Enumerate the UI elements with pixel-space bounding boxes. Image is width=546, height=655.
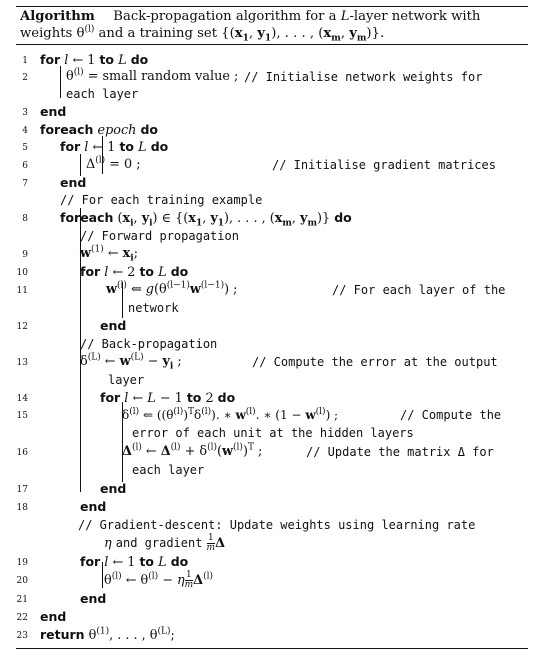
algorithm-title-L: L bbox=[340, 9, 350, 24]
code-line-3: 3 end bbox=[22, 104, 67, 119]
code-line-16: 16 $\Delta^{(l)}$ ← $\Delta^{(l)} + \delta^{(l)}(w^{(l)})^T$ ; // Update the matrix Δ for bbox=[16, 442, 494, 459]
bottom-rule bbox=[16, 648, 528, 649]
code-line-20: 20 $\theta^{(l)}$ ← $\theta^{(l)} - \eta$ $\frac{1}{m}$ $\Delta^{(l)}$ bbox=[16, 570, 214, 590]
comment: // Initialise network weights for bbox=[244, 70, 483, 84]
code-line-9: 9 $w^{(1)}$ ← $x_i$; bbox=[22, 244, 139, 264]
code-line-12: 12 end bbox=[16, 318, 127, 333]
line-number: 1 bbox=[22, 56, 28, 66]
code-line-2: 2 $\theta^{(l)}$ = small random value ; // Initialise network weights for bbox=[22, 67, 483, 84]
code-line-1: 1 for l ← 1 to L do bbox=[16, 51, 528, 69]
code-line-21: 21 end bbox=[16, 591, 107, 606]
top-rule bbox=[16, 6, 528, 7]
code-line-4: 4 foreach epoch do bbox=[22, 122, 159, 138]
header-rule bbox=[16, 44, 528, 45]
algorithm-box: Algorithm Back-propagation algorithm for a L-layer network with weights $\theta^{(l)}$ and a training set {($x_1$, $y_1$), . . . , ($x_m$, $y_m$)}. 1 for l ← 1 to L do 2 $\theta^{(l)}$ = small random value ; // Initialise network weights for each layer 3 end 4 foreach epoch do 5 for l ← 1 to L do 6 $\Delta^{(l)} = 0$ ; // Initialise gradient matrices 7 end // For each training example 8 foreach ($x_i$, $y_i$) ∈ {($x_1$, $y_1$), . . . , ($x_m$, $y_m$)} do // Forward propagation 9 $w^{(1)}$ ← $x_i$; 10 for l ← 2 to L do 11 $w^{(l)}$ ⇐ $g(\theta^{(l-1)}w^{(l-1)})$ ; // For each layer of the network 12 end // Back-propagation 13 $\delta^{(L)}$ ← $w^{(L)} - y_i$ ; // Compute the error at the output layer 14 for l ← L − 1 to 2 do 15 $\delta^{(l)}$ ⇐ $((\theta^{(l)})^T\delta^{(l)})$. ∗ $w^{(l)}$. ∗ $(1 - w^{(l)})$ ; // Compute the error of each unit at the hidden layers 16 $\Delta^{(l)}$ ← $\Delta^{(l)} + \delta^{(l)}(w^{(l)})^T$ ; // Update the matrix Δ for each layer 17 end 18 end // Gradient-descent: Update weights using learning rate η and gradient $\frac{1}{m}$ Δ 19 for l ← 1 to L do 20 $\theta^{(l)}$ ← $\theta^{(l)} - \eta$ $\frac{1}{m}$ $\Delta^{(l)}$ 21 end 22 end 23 return $\theta^{(1)}$, . . . , $\theta^{(L)}$; bbox=[16, 2, 528, 650]
code-line-13: 13 $\delta^{(L)}$ ← $w^{(L)} - y_i$ ; // Compute the error at the output bbox=[16, 352, 498, 372]
code-line-5: 5 for l ← 1 to L do bbox=[22, 139, 169, 155]
code-line-6: 6 $\Delta^{(l)} = 0$ ; // Initialise gradient matrices bbox=[22, 155, 496, 172]
code-line-14: 14 for l ← L − 1 to 2 do bbox=[16, 390, 236, 406]
code-line-10: 10 for l ← 2 to L do bbox=[16, 264, 189, 280]
code-line-11: 11 $w^{(l)}$ ⇐ $g(\theta^{(l-1)}w^{(l-1)})$ ; // For each layer of the bbox=[16, 280, 506, 297]
code-line-7: 7 end bbox=[22, 175, 87, 190]
algorithm-title-line2: weights $\theta^{(l)}$ and a training set {($x_1$, $y_1$), . . . , ($x_m$, $y_m$)}. bbox=[20, 24, 385, 44]
algorithm-label: Algorithm bbox=[20, 9, 95, 24]
code-line-18: 18 end bbox=[16, 499, 107, 514]
code-line-22: 22 end bbox=[16, 609, 67, 624]
code-line-15: 15 $\delta^{(l)}$ ⇐ $((\theta^{(l)})^T\delta^{(l)})$. ∗ $w^{(l)}$. ∗ $(1 - w^{(l)})$ ; // Compute the bbox=[16, 407, 502, 422]
code-line-23: 23 return $\theta^{(1)}$, . . . , $\theta^{(L)}$; bbox=[16, 626, 175, 643]
code-line-19: 19 for l ← 1 to L do bbox=[16, 554, 189, 570]
algorithm-title-prefix: Back-propagation algorithm for a bbox=[113, 9, 341, 24]
algorithm-header bbox=[20, 8, 522, 42]
code-line-17: 17 end bbox=[16, 481, 127, 496]
algorithm-title-mid: -layer network with bbox=[349, 9, 481, 24]
code-line-8: 8 foreach ($x_i$, $y_i$) ∈ {($x_1$, $y_1$), . . . , ($x_m$, $y_m$)} do bbox=[22, 210, 352, 229]
